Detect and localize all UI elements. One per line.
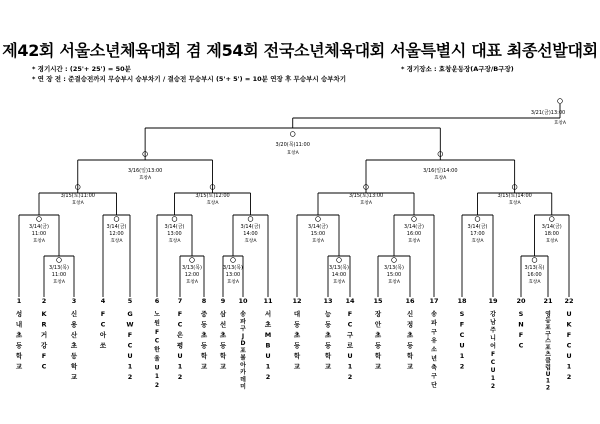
team-name-char: 동 bbox=[200, 320, 208, 329]
match-date-label: 3/13(목) bbox=[223, 265, 243, 271]
match-number-marker bbox=[412, 217, 417, 222]
team-name-char: 포 bbox=[240, 347, 246, 355]
team-name-char: 2 bbox=[177, 373, 183, 381]
match-date-label: 3/14(금) bbox=[164, 224, 185, 230]
team-name-char: 1 bbox=[490, 375, 496, 382]
team-name-char: D bbox=[240, 340, 246, 348]
team-name-char: 신 bbox=[70, 310, 78, 318]
team-number: 12 bbox=[292, 297, 302, 305]
match-venue-label: 효창A bbox=[359, 201, 373, 206]
team-name-char: C bbox=[41, 362, 47, 371]
team-name-char: F bbox=[566, 331, 572, 339]
team-number: 14 bbox=[345, 297, 355, 305]
match-number-marker bbox=[114, 217, 119, 222]
team-name-char: 등 bbox=[70, 352, 78, 360]
team-name-char: 학 bbox=[219, 352, 227, 360]
team-name-char: 교 bbox=[293, 362, 301, 371]
match-datetime-label: 3/16(일)13:00 bbox=[127, 168, 163, 174]
match-time-label: 18:00 bbox=[544, 231, 559, 237]
match-number-marker bbox=[558, 99, 563, 104]
team-name-char: G bbox=[127, 310, 133, 318]
team-name-char: 2 bbox=[154, 382, 160, 390]
team-name-char: 평 bbox=[176, 341, 184, 350]
team-name-char: 초 bbox=[374, 331, 382, 339]
match-venue-label: 효창A bbox=[110, 239, 123, 244]
match-venue-label: 효창A bbox=[206, 201, 219, 206]
match-venue-label: 효창A bbox=[407, 239, 421, 244]
team-number: 8 bbox=[201, 297, 207, 305]
team-name-char: 1 bbox=[265, 362, 271, 371]
team-name-char: B bbox=[265, 341, 271, 350]
team-name-char: 스 bbox=[545, 337, 551, 345]
team-name-char: F bbox=[490, 351, 496, 358]
team-name-char: 학 bbox=[406, 352, 414, 360]
team-number: 11 bbox=[263, 297, 273, 305]
team-name-char: 초 bbox=[70, 341, 78, 350]
match-venue-label: 효창A bbox=[471, 239, 484, 244]
team-name-char: 구 bbox=[431, 328, 437, 336]
team-name-char: 아 bbox=[99, 331, 107, 339]
team-name-char: 1 bbox=[154, 373, 160, 381]
match-number-marker bbox=[248, 217, 253, 222]
team-name-char: C bbox=[518, 341, 524, 350]
team-name-char: F bbox=[347, 310, 353, 318]
team-name-char: 학 bbox=[324, 352, 332, 360]
team-name-char: U bbox=[566, 352, 572, 360]
team-name-char: F bbox=[41, 352, 47, 360]
match-time-label: 11:00 bbox=[51, 272, 67, 278]
team-name-char: 1 bbox=[545, 377, 551, 385]
team-name-char: 볼 bbox=[240, 354, 246, 362]
team-name-char: 학 bbox=[293, 352, 301, 360]
match-number-marker bbox=[549, 217, 554, 222]
team-name-char: 교 bbox=[200, 362, 208, 371]
team-name-char: F bbox=[177, 310, 183, 318]
team-name-char: N bbox=[518, 320, 524, 329]
team-name-char: 성 bbox=[15, 310, 23, 318]
team-number: 9 bbox=[220, 297, 226, 305]
team-name-char: U bbox=[347, 352, 353, 360]
team-name-char: 포 bbox=[545, 324, 551, 332]
team-name-char: 2 bbox=[127, 373, 133, 381]
match-time-label: 15:00 bbox=[310, 231, 326, 237]
match-number-marker bbox=[337, 258, 342, 263]
team-name-char: 학 bbox=[70, 362, 78, 371]
team-name-char: 삼 bbox=[219, 310, 227, 318]
team-name-char: U bbox=[127, 352, 133, 360]
team-number: 6 bbox=[154, 297, 160, 305]
match-number-marker bbox=[172, 217, 177, 222]
team-name-char: 니 bbox=[490, 335, 496, 342]
match-datetime-label: 3/15(토)13:00 bbox=[348, 193, 384, 199]
team-name-char: 안 bbox=[374, 320, 382, 329]
match-number-marker bbox=[475, 217, 480, 222]
team-name-char: 교 bbox=[70, 373, 78, 381]
match-date-label: 3/14(금) bbox=[541, 224, 562, 230]
team-number: 15 bbox=[373, 297, 383, 305]
match-datetime-label: 3/20(목)11:00 bbox=[275, 142, 310, 148]
match-venue-label: 효창A bbox=[168, 239, 181, 244]
match-number-marker bbox=[37, 217, 42, 222]
venue-info: * 경기장소 : 효창운동장(A구장/B구장) bbox=[401, 65, 514, 73]
team-name-char: U bbox=[265, 352, 271, 360]
team-name-char: 등 bbox=[324, 341, 332, 350]
match-time-label: 13:00 bbox=[225, 272, 241, 278]
team-name-char: U bbox=[459, 341, 465, 350]
team-name-char: 구 bbox=[545, 331, 551, 338]
match-number-marker bbox=[392, 258, 397, 263]
team-name-char: W bbox=[126, 320, 134, 329]
team-name-char: 강 bbox=[490, 311, 496, 318]
team-name-char: 아 bbox=[240, 361, 246, 369]
team-name-char: 송 bbox=[240, 311, 246, 318]
team-name-char: 럽 bbox=[545, 364, 551, 372]
team-name-char: 클 bbox=[545, 357, 551, 365]
match-number-marker bbox=[190, 258, 195, 263]
match-time-label: 14:00 bbox=[243, 231, 258, 237]
team-name-char: 초 bbox=[406, 331, 414, 339]
team-name-char: 등 bbox=[374, 341, 382, 350]
team-name-char: 대 bbox=[293, 310, 301, 318]
match-venue-label: 효창A bbox=[508, 201, 521, 206]
team-name-char: M bbox=[264, 331, 272, 339]
team-name-char: 등 bbox=[219, 341, 227, 350]
team-name-char: F bbox=[518, 331, 524, 339]
team-name-char: U bbox=[490, 367, 496, 374]
team-name-char: 2 bbox=[347, 373, 353, 381]
match-venue-label: 효창A bbox=[32, 239, 46, 244]
match-date-label: 3/13(목) bbox=[384, 265, 404, 271]
team-name-char: 등 bbox=[293, 341, 301, 350]
team-number: 21 bbox=[543, 297, 553, 305]
team-name-char: 미 bbox=[240, 383, 246, 391]
match-venue-label: 효창A bbox=[387, 280, 401, 285]
team-name-char: C bbox=[566, 341, 572, 350]
team-name-char: 중 bbox=[200, 310, 208, 318]
team-name-char: C bbox=[347, 320, 353, 329]
team-name-char: U bbox=[154, 364, 160, 372]
team-name-char: 거 bbox=[40, 331, 48, 339]
team-name-char: 데 bbox=[240, 376, 246, 384]
team-name-char: 카 bbox=[240, 369, 246, 377]
match-number-marker bbox=[57, 258, 62, 263]
match-time-info: * 경기시간 : (25'+ 25') = 50분 bbox=[32, 65, 131, 73]
team-name-char: 한 bbox=[154, 346, 160, 354]
match-time-label: 16:00 bbox=[406, 231, 422, 237]
team-number: 1 bbox=[16, 297, 22, 305]
team-name-char: 동 bbox=[324, 320, 332, 329]
team-name-char: 구 bbox=[240, 325, 246, 333]
team-name-char: 내 bbox=[15, 320, 23, 329]
match-number-marker bbox=[231, 258, 236, 263]
team-name-char: 원 bbox=[154, 319, 160, 327]
team-name-char: 교 bbox=[406, 362, 414, 371]
match-time-label: 12:00 bbox=[184, 272, 200, 278]
team-name-char: 용 bbox=[70, 320, 78, 329]
match-time-label: 15:00 bbox=[386, 272, 402, 278]
team-name-char: 2 bbox=[459, 362, 465, 371]
team-name-char: 2 bbox=[265, 373, 271, 381]
team-name-char: 교 bbox=[374, 362, 382, 371]
match-venue-label: 효창A bbox=[311, 239, 325, 244]
match-venue-label: 효창A bbox=[244, 239, 257, 244]
team-number: 7 bbox=[177, 297, 183, 305]
team-name-char: C bbox=[490, 359, 496, 366]
team-name-char: 1 bbox=[177, 362, 183, 371]
team-name-char: 교 bbox=[324, 362, 332, 371]
team-number: 22 bbox=[564, 297, 574, 305]
team-name-char: C bbox=[154, 337, 160, 345]
team-name-char: 울 bbox=[154, 355, 160, 363]
team-name-char: 로 bbox=[346, 341, 354, 350]
team-name-char: 등 bbox=[15, 341, 23, 350]
team-name-char: 강 bbox=[40, 341, 48, 350]
page-title: 제42회 서울소년체육대회 겸 제54회 전국소년체육대회 서울특별시 대표 최종선발대회 bbox=[2, 41, 598, 60]
team-name-char: 동 bbox=[293, 320, 301, 329]
team-name-char: 교 bbox=[15, 362, 23, 371]
team-number: 4 bbox=[100, 297, 106, 305]
team-name-char: 1 bbox=[459, 352, 465, 360]
team-name-char: 파 bbox=[431, 319, 437, 327]
match-date-label: 3/14(금) bbox=[29, 224, 49, 230]
match-date-label: 3/13(목) bbox=[329, 265, 349, 271]
team-name-char: 은 bbox=[176, 331, 184, 339]
team-name-char: S bbox=[518, 310, 524, 318]
match-datetime-label: 3/16(일)14:00 bbox=[423, 168, 458, 174]
match-date-label: 3/13(목) bbox=[49, 265, 69, 271]
team-name-char: F bbox=[459, 320, 465, 329]
team-name-char: 포 bbox=[545, 344, 551, 352]
team-name-char: 구 bbox=[346, 331, 354, 339]
team-name-char: U bbox=[566, 310, 572, 318]
match-venue-label: 효창A bbox=[226, 280, 240, 285]
match-number-marker bbox=[532, 258, 537, 263]
team-name-char: F bbox=[154, 328, 160, 336]
team-name-char: 학 bbox=[15, 352, 23, 360]
team-name-char: 단 bbox=[431, 382, 437, 390]
team-name-char: 능 bbox=[324, 310, 332, 318]
match-time-label: 16:00 bbox=[527, 272, 542, 278]
team-name-char: C bbox=[100, 320, 106, 329]
team-number: 5 bbox=[127, 297, 133, 305]
match-time-label: 13:00 bbox=[167, 231, 182, 237]
team-number: 10 bbox=[238, 297, 248, 305]
match-datetime-label: 3/15(토)12:00 bbox=[195, 193, 230, 199]
team-number: 17 bbox=[429, 297, 439, 305]
team-name-char: 초 bbox=[324, 331, 332, 339]
team-name-char: 교 bbox=[219, 362, 227, 371]
team-name-char: 1 bbox=[127, 362, 133, 371]
team-name-char: 등 bbox=[545, 317, 551, 325]
team-name-char: 노 bbox=[154, 311, 160, 318]
team-name-char: C bbox=[127, 341, 133, 350]
team-name-char: 츠 bbox=[545, 351, 551, 358]
team-name-char: 초 bbox=[200, 331, 208, 339]
match-date-label: 3/14(금) bbox=[106, 224, 127, 230]
team-number: 13 bbox=[323, 297, 333, 305]
team-name-char: 구 bbox=[431, 373, 437, 381]
team-name-char: 산 bbox=[70, 331, 78, 339]
team-number: 18 bbox=[457, 297, 467, 305]
match-number-marker bbox=[290, 132, 295, 137]
match-venue-label: 효창A bbox=[528, 280, 541, 285]
team-name-char: 초 bbox=[293, 331, 301, 339]
team-number: 2 bbox=[41, 297, 47, 305]
team-name-char: 주 bbox=[490, 327, 496, 334]
team-name-char: 2 bbox=[566, 373, 572, 381]
team-name-char: 신 bbox=[406, 310, 414, 318]
team-name-char: 영 bbox=[545, 311, 551, 318]
match-datetime-label: 3/21(금)13:00 bbox=[530, 110, 566, 116]
match-venue-label: 효창A bbox=[71, 201, 84, 206]
team-name-char: R bbox=[41, 320, 47, 329]
team-name-char: J bbox=[241, 332, 245, 340]
team-name-char: S bbox=[459, 310, 465, 318]
match-date-label: 3/14(금) bbox=[308, 224, 328, 230]
team-name-char: 장 bbox=[374, 310, 382, 318]
team-name-char: 1 bbox=[566, 362, 572, 371]
match-venue-label: 효창A bbox=[553, 121, 567, 126]
match-time-label: 11:00 bbox=[31, 231, 47, 237]
team-name-char: 년 bbox=[431, 355, 437, 363]
match-time-label: 12:00 bbox=[109, 231, 124, 237]
team-name-char: 송 bbox=[431, 311, 437, 318]
match-date-label: 3/13(목) bbox=[182, 265, 202, 271]
team-name-char: F bbox=[127, 331, 133, 339]
team-name-char: C bbox=[177, 320, 183, 329]
team-name-char: 선 bbox=[219, 320, 227, 329]
match-datetime-label: 3/15(토)14:00 bbox=[497, 193, 532, 199]
team-name-char: 유 bbox=[431, 337, 437, 345]
match-date-label: 3/13(목) bbox=[524, 265, 545, 271]
team-name-char: 학 bbox=[374, 352, 382, 360]
team-name-char: 축 bbox=[431, 364, 437, 372]
team-number: 19 bbox=[488, 297, 498, 305]
team-name-char: 초 bbox=[15, 331, 23, 339]
team-name-char: 남 bbox=[490, 319, 496, 326]
team-name-char: 2 bbox=[545, 384, 551, 392]
match-time-label: 17:00 bbox=[470, 231, 485, 237]
overtime-info: * 연 장 전 : 준결승전까지 무승부시 승부차기 / 결승전 무승부시 (5'+ 5') = 10분 연장 후 무승부시 승부차기 bbox=[32, 75, 347, 83]
team-name-char: K bbox=[41, 310, 47, 318]
match-venue-label: 효창A bbox=[286, 151, 299, 156]
team-name-char: 서 bbox=[264, 310, 272, 318]
match-datetime-label: 3/15(토)11:00 bbox=[60, 193, 95, 199]
team-name-char: 정 bbox=[406, 320, 414, 329]
team-name-char: 소 bbox=[431, 346, 437, 354]
match-venue-label: 효창A bbox=[185, 280, 199, 285]
team-name-char: 등 bbox=[200, 341, 208, 350]
match-venue-label: 효창A bbox=[139, 176, 152, 181]
team-number: 3 bbox=[71, 297, 77, 305]
team-name-char: 등 bbox=[406, 341, 414, 350]
match-date-label: 3/14(금) bbox=[404, 224, 424, 230]
team-name-char: C bbox=[459, 331, 465, 339]
match-venue-label: 효창A bbox=[332, 280, 346, 285]
match-venue-label: 효창A bbox=[434, 176, 447, 181]
match-venue-label: 효창A bbox=[52, 280, 66, 285]
team-name-char: 어 bbox=[490, 343, 496, 350]
match-venue-label: 효창A bbox=[545, 239, 558, 244]
team-name-char: 쏘 bbox=[99, 341, 107, 350]
team-number: 20 bbox=[516, 297, 526, 305]
team-name-char: 학 bbox=[200, 352, 208, 360]
match-date-label: 3/14(금) bbox=[240, 224, 261, 230]
team-name-char: F bbox=[100, 310, 106, 318]
match-number-marker bbox=[316, 217, 321, 222]
team-name-char: 2 bbox=[490, 383, 496, 390]
match-time-label: 14:00 bbox=[331, 272, 347, 278]
team-name-char: 초 bbox=[264, 320, 272, 329]
match-date-label: 3/14(금) bbox=[467, 224, 488, 230]
team-name-char: 1 bbox=[347, 362, 353, 371]
team-name-char: 파 bbox=[240, 318, 246, 326]
team-number: 16 bbox=[405, 297, 415, 305]
team-name-char: 초 bbox=[219, 331, 227, 339]
team-name-char: K bbox=[566, 320, 572, 329]
team-name-char: U bbox=[177, 352, 183, 360]
team-name-char: U bbox=[545, 371, 551, 378]
